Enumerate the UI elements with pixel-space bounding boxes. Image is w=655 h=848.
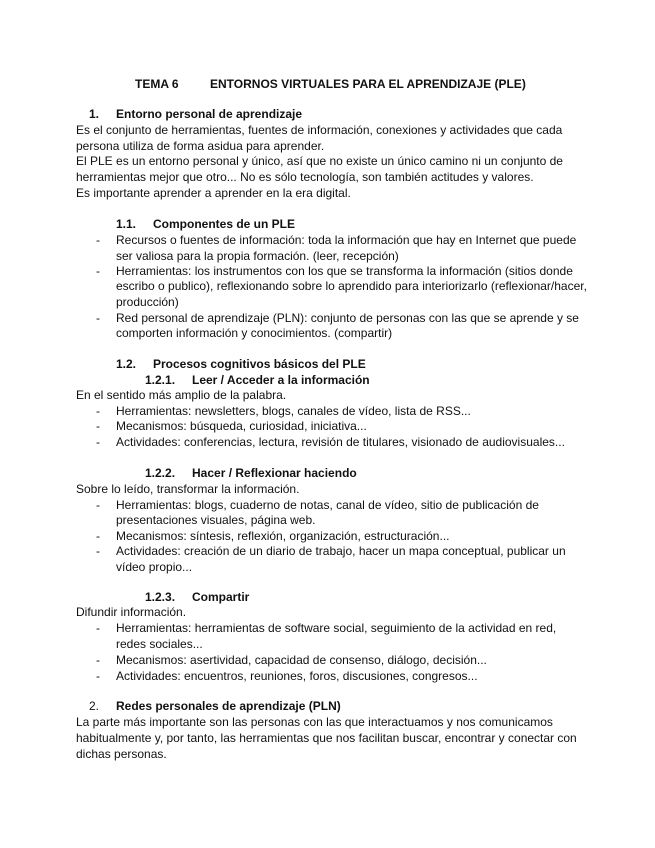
section-heading: Leer / Acceder a la información: [192, 373, 370, 387]
paragraph-line: Es importante aprender a aprender en la era digital.: [76, 186, 351, 200]
list-item: Mecanismos: asertividad, capacidad de consenso, diálogo, decisión...: [116, 653, 487, 667]
bullet-dash: -: [96, 435, 100, 449]
paragraph-line: La parte más importante son las personas con las que interactuamos y nos comunicamos: [76, 715, 553, 729]
list-item: Herramientas: los instrumentos con los que se transforma la información (sitios donde: [116, 264, 573, 278]
section-number: 1.: [89, 107, 100, 121]
list-item: redes sociales...: [116, 637, 203, 651]
section-heading: Procesos cognitivos básicos del PLE: [153, 357, 366, 371]
list-item: Actividades: creación de un diario de trabajo, hacer un mapa conceptual, publicar un: [116, 544, 566, 558]
section-number: 2.: [89, 699, 100, 713]
bullet-dash: -: [96, 311, 100, 325]
section-heading: Entorno personal de aprendizaje: [116, 107, 303, 121]
bullet-dash: -: [96, 498, 100, 512]
list-item: Mecanismos: búsqueda, curiosidad, iniciativa...: [116, 419, 367, 433]
section-heading: Hacer / Reflexionar haciendo: [192, 466, 357, 480]
section-heading: Redes personales de aprendizaje (PLN): [116, 699, 341, 713]
section-number: 1.1.: [116, 217, 137, 231]
paragraph-line: El PLE es un entorno personal y único, así que no existe un único camino ni un conjunto de: [76, 154, 563, 168]
list-item: comporten información y conocimientos. (compartir): [116, 326, 393, 340]
bullet-dash: -: [96, 233, 100, 247]
list-item: Red personal de aprendizaje (PLN): conjunto de personas con las que se aprende y se: [116, 311, 579, 325]
list-item: producción): [116, 295, 179, 309]
bullet-dash: -: [96, 419, 100, 433]
list-item: ser valiosa para la propia formación. (leer, recepción): [116, 249, 399, 263]
bullet-dash: -: [96, 621, 100, 635]
paragraph-line: herramientas mejor que otro... No es sólo tecnología, son también actitudes y valores.: [76, 170, 534, 184]
section-heading: Compartir: [192, 590, 250, 604]
list-item: Mecanismos: síntesis, reflexión, organización, estructuración...: [116, 529, 450, 543]
page-title: ENTORNOS VIRTUALES PARA EL APRENDIZAJE (PLE): [210, 77, 526, 91]
section-number: 1.2.1.: [145, 373, 176, 387]
list-item: vídeo propio...: [116, 560, 193, 574]
section-heading: Componentes de un PLE: [153, 217, 296, 231]
bullet-dash: -: [96, 529, 100, 543]
list-item: presentaciones visuales, página web.: [116, 513, 316, 527]
list-item: escribo o publico), reflexionando sobre lo aprendido para interiorizarlo (reflexionar/hacer,: [116, 279, 587, 293]
bullet-dash: -: [96, 264, 100, 278]
paragraph-line: habitualmente y, por tanto, las herramientas que nos facilitan buscar, encontrar y conectar con: [76, 731, 577, 745]
list-item: Herramientas: herramientas de software social, seguimiento de la actividad en red,: [116, 621, 557, 635]
bullet-dash: -: [96, 404, 100, 418]
list-item: Herramientas: blogs, cuaderno de notas, canal de vídeo, sitio de publicación de: [116, 498, 539, 512]
section-number: 1.2.2.: [145, 466, 176, 480]
list-item: Recursos o fuentes de información: toda la información que hay en Internet que puede: [116, 233, 577, 247]
list-item: Actividades: conferencias, lectura, revisión de titulares, visionado de audiovisuales...: [116, 435, 565, 449]
bullet-dash: -: [96, 669, 100, 683]
section-number: 1.2.3.: [145, 590, 176, 604]
paragraph-line: Sobre lo leído, transformar la información.: [76, 482, 300, 496]
section-number: 1.2.: [116, 357, 137, 371]
bullet-dash: -: [96, 653, 100, 667]
paragraph-line: Difundir información.: [76, 605, 187, 619]
paragraph-line: Es el conjunto de herramientas, fuentes de información, conexiones y actividades que cada: [76, 123, 563, 137]
list-item: Actividades: encuentros, reuniones, foros, discusiones, congresos...: [116, 669, 478, 683]
paragraph-line: dichas personas.: [76, 747, 167, 761]
title-tema: TEMA 6: [135, 77, 179, 91]
paragraph-line: persona utiliza de forma asidua para aprender.: [76, 139, 325, 153]
list-item: Herramientas: newsletters, blogs, canales de vídeo, lista de RSS...: [116, 404, 471, 418]
paragraph-line: En el sentido más amplio de la palabra.: [76, 388, 287, 402]
bullet-dash: -: [96, 544, 100, 558]
